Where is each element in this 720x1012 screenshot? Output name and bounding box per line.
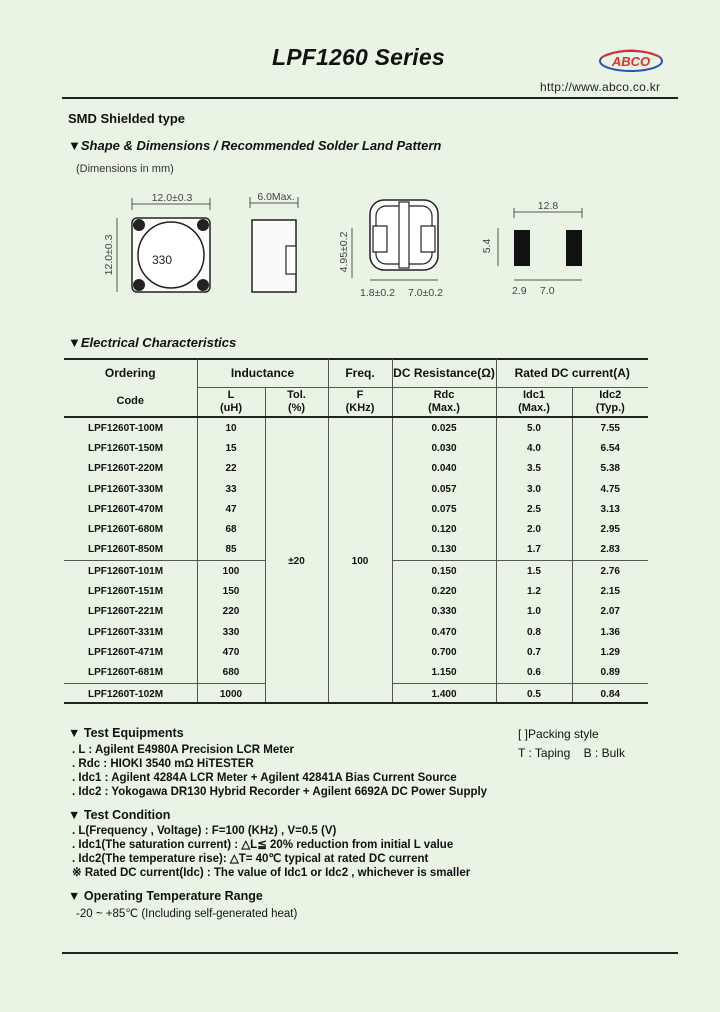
list-item: . Idc2(The temperature rise): △T= 40℃ typical at rated DC current — [72, 853, 429, 865]
header-url: http://www.abco.co.kr — [540, 80, 661, 94]
col-inductance: Inductance — [197, 359, 328, 388]
land-height-label: 5.4 — [481, 238, 493, 254]
cell-idc1: 3.5 — [496, 459, 572, 479]
list-item: . Idc1(The saturation current) : △L≦ 20% reduction from initial L value — [72, 839, 454, 851]
cell-l: 220 — [197, 602, 265, 622]
cell-idc2: 1.36 — [572, 622, 648, 642]
cell-rdc: 0.040 — [392, 459, 496, 479]
cell-idc1: 1.0 — [496, 602, 572, 622]
col-rated: Rated DC current(A) — [496, 359, 648, 388]
dim-max-label: 6.0Max. — [257, 191, 295, 203]
col-ordering: Ordering — [104, 366, 156, 381]
cell-idc2: 5.38 — [572, 459, 648, 479]
cell-l: 1000 — [197, 683, 265, 704]
cell-idc2: 2.95 — [572, 519, 648, 539]
cell-l: 680 — [197, 663, 265, 684]
terminal-left — [373, 226, 387, 252]
packing-heading: [ ]Packing style — [518, 727, 599, 741]
cell-code: LPF1260T-100M — [64, 417, 197, 438]
shape-heading-text: Shape & Dimensions / Recommended Solder Land Pattern — [80, 138, 442, 153]
cell-tol: ±20 — [265, 417, 328, 704]
cell-l: 330 — [197, 622, 265, 642]
cell-rdc: 0.130 — [392, 540, 496, 561]
inductor-marking: 330 — [151, 253, 173, 267]
header-rule — [62, 97, 678, 99]
cell-idc2: 3.13 — [572, 499, 648, 519]
land-total-label: 12.8 — [537, 200, 559, 212]
col-idc2: Idc2 (Typ.) — [572, 388, 648, 418]
page-title: LPF1260 Series — [272, 44, 445, 70]
cell-idc2: 2.76 — [572, 561, 648, 582]
cell-idc2: 2.07 — [572, 602, 648, 622]
cell-l: 150 — [197, 581, 265, 601]
cell-l: 10 — [197, 417, 265, 438]
cell-rdc: 0.025 — [392, 417, 496, 438]
cell-rdc: 0.470 — [392, 622, 496, 642]
electrical-heading: ▼Electrical Characteristics — [68, 335, 237, 350]
operating-temp-heading-text: Operating Temperature Range — [83, 889, 263, 903]
land-pad-right — [566, 230, 582, 266]
col-tol: Tol. (%) — [265, 388, 328, 418]
list-item: . Idc1 : Agilent 4284A LCR Meter + Agilent 42841A Bias Current Source — [72, 772, 457, 784]
shape-heading: ▼Shape & Dimensions / Recommended Solder Land Pattern — [68, 138, 442, 153]
cell-idc1: 4.0 — [496, 438, 572, 458]
electrical-heading-text: Electrical Characteristics — [80, 335, 237, 350]
col-f: F (KHz) — [328, 388, 392, 418]
cell-idc2: 1.29 — [572, 642, 648, 662]
land-pad-left — [514, 230, 530, 266]
cell-l: 33 — [197, 479, 265, 499]
list-item: . Rdc : HIOKI 3540 mΩ HiTESTER — [72, 758, 254, 770]
col-freq: Freq. — [328, 359, 392, 388]
operating-temp-heading: ▼ Operating Temperature Range — [68, 889, 263, 903]
dim-bottom-right-label: 7.0±0.2 — [408, 287, 443, 299]
cell-idc1: 2.5 — [496, 499, 572, 519]
cell-idc2: 0.89 — [572, 663, 648, 684]
cell-rdc: 0.057 — [392, 479, 496, 499]
cell-idc1: 1.7 — [496, 540, 572, 561]
table-bottom-rule — [64, 702, 648, 704]
cell-code: LPF1260T-220M — [88, 463, 164, 475]
cell-l: 68 — [197, 519, 265, 539]
cell-idc2: 7.55 — [572, 417, 648, 438]
logo-text: ABCO — [611, 54, 651, 69]
cell-rdc: 0.150 — [392, 561, 496, 582]
list-item: . Idc2 : Yokogawa DR130 Hybrid Recorder + Agilent 6692A DC Power Supply — [72, 786, 488, 798]
terminal-right — [421, 226, 435, 252]
cell-freq: 100 — [328, 417, 392, 704]
cell-code: LPF1260T-850M — [88, 544, 164, 556]
dim-bottom-left-label: 1.8±0.2 — [360, 287, 395, 299]
cell-code: LPF1260T-330M — [88, 483, 164, 495]
cell-rdc: 0.330 — [392, 602, 496, 622]
col-l: L (uH) — [197, 388, 265, 418]
footer-rule — [62, 952, 678, 954]
test-equipments-heading-text: Test Equipments — [83, 726, 184, 740]
operating-temp-value: -20 ~ +85℃ (Including self-generated heat) — [76, 908, 298, 920]
col-idc1: Idc1 (Max.) — [496, 388, 572, 418]
col-dcr: DC Resistance(Ω) — [392, 359, 496, 388]
cell-code: LPF1260T-150M — [88, 442, 164, 454]
cell-l: 100 — [197, 561, 265, 582]
cell-rdc: 1.400 — [392, 683, 496, 704]
cell-idc1: 0.6 — [496, 663, 572, 684]
test-equipments-list — [72, 743, 487, 799]
cell-rdc: 0.120 — [392, 519, 496, 539]
test-condition-heading: ▼ Test Condition — [68, 808, 171, 822]
cell-idc2: 2.15 — [572, 581, 648, 601]
cell-idc1: 0.8 — [496, 622, 572, 642]
dimension-note: (Dimensions in mm) — [76, 163, 174, 175]
cell-l: 470 — [197, 642, 265, 662]
list-item: ※ Rated DC current(Idc) : The value of Idc1 or Idc2 , whichever is smaller — [72, 867, 471, 879]
dimension-drawing — [90, 188, 670, 308]
land-gap-label: 7.0 — [540, 285, 555, 297]
cell-rdc: 0.700 — [392, 642, 496, 662]
cell-code: LPF1260T-221M — [88, 606, 164, 618]
cell-idc2: 0.84 — [572, 683, 648, 704]
cell-code: LPF1260T-470M — [88, 503, 164, 515]
electrical-table — [64, 359, 648, 704]
dim-width-label: 12.0±0.3 — [151, 192, 193, 204]
cell-code: LPF1260T-331M — [88, 626, 164, 638]
test-equipments-heading: ▼ Test Equipments — [68, 726, 184, 740]
cell-l: 85 — [197, 540, 265, 561]
dim-side-label: 4.95±0.2 — [338, 231, 350, 273]
cell-idc1: 1.2 — [496, 581, 572, 601]
cell-rdc: 0.075 — [392, 499, 496, 519]
cell-rdc: 0.220 — [392, 581, 496, 601]
cell-idc1: 0.7 — [496, 642, 572, 662]
type-label: SMD Shielded type — [68, 111, 186, 126]
cell-idc2: 4.75 — [572, 479, 648, 499]
dim-height-label: 12.0±0.3 — [103, 234, 115, 276]
cell-code: LPF1260T-102M — [64, 683, 197, 704]
col-rdc: Rdc (Max.) — [392, 388, 496, 418]
cell-code: LPF1260T-680M — [88, 524, 164, 536]
cell-idc1: 0.5 — [496, 683, 572, 704]
cell-idc2: 2.83 — [572, 540, 648, 561]
cell-code: LPF1260T-151M — [88, 586, 164, 598]
packing-options: T : Taping B : Bulk — [518, 746, 625, 760]
land-pad-label: 2.9 — [512, 285, 527, 297]
cell-rdc: 1.150 — [392, 663, 496, 684]
cell-code: LPF1260T-681M — [88, 667, 164, 679]
cell-idc1: 2.0 — [496, 519, 572, 539]
col-code: Code — [116, 395, 144, 408]
cell-idc2: 6.54 — [572, 438, 648, 458]
abco-logo — [598, 48, 664, 72]
cell-l: 15 — [197, 438, 265, 458]
list-item: . L(Frequency , Voltage) : F=100 (KHz) , V=0.5 (V) — [72, 825, 337, 837]
cell-code: LPF1260T-471M — [88, 646, 164, 658]
cell-rdc: 0.030 — [392, 438, 496, 458]
cell-l: 47 — [197, 499, 265, 519]
test-condition-heading-text: Test Condition — [83, 808, 171, 822]
packing-heading-text: Packing style — [528, 727, 599, 741]
cell-idc1: 3.0 — [496, 479, 572, 499]
test-condition-list — [72, 824, 470, 880]
cell-idc1: 5.0 — [496, 417, 572, 438]
cell-l: 22 — [197, 459, 265, 479]
list-item: . L : Agilent E4980A Precision LCR Meter — [72, 744, 294, 756]
cell-idc1: 1.5 — [496, 561, 572, 582]
table-row — [64, 417, 648, 438]
cell-code: LPF1260T-101M — [64, 561, 197, 582]
